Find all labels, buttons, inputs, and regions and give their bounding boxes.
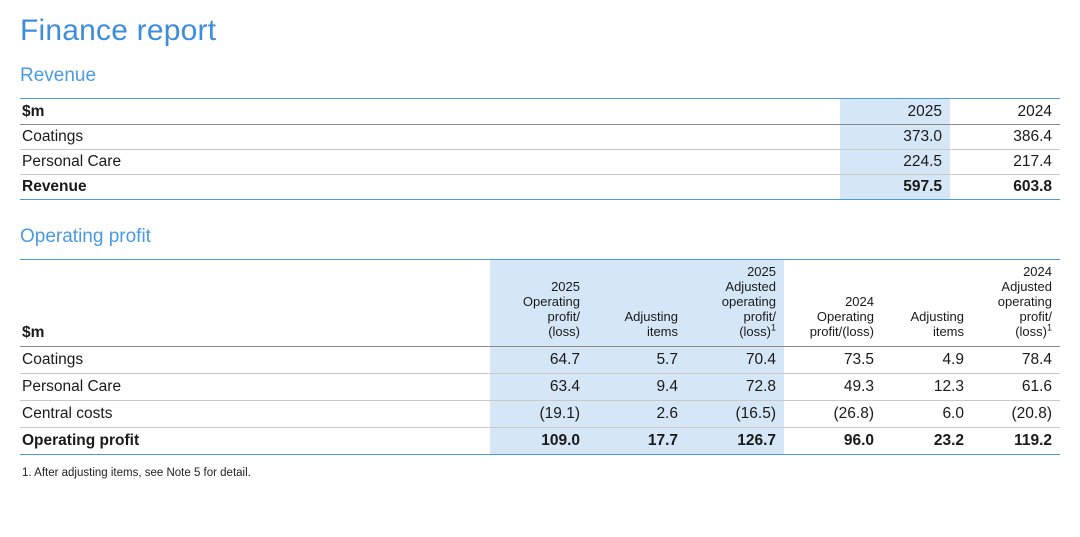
op-cell: 6.0 (882, 400, 972, 427)
operating-profit-total-row (20, 427, 1060, 454)
col-line: profit/ (1019, 308, 1052, 324)
op-cell: (16.5) (686, 400, 784, 427)
op-col-2024-operating-profit (784, 259, 882, 346)
op-cell: 78.4 (972, 346, 1060, 373)
op-total-cell: 109.0 (490, 427, 588, 454)
operating-profit-heading: Operating profit (20, 226, 151, 248)
op-row-label: Central costs (20, 400, 490, 427)
col-line: Operating (816, 308, 874, 324)
col-line: Adjusted (1001, 278, 1052, 294)
op-cell: 64.7 (490, 346, 588, 373)
op-cell: 49.3 (784, 373, 882, 400)
col-line: profit/ (743, 308, 776, 324)
revenue-total-cell: 597.5 (840, 175, 950, 200)
op-cell: 72.8 (686, 373, 784, 400)
op-total-cell: 23.2 (882, 427, 972, 454)
op-total-label: Operating profit (20, 427, 490, 454)
revenue-row-label: Personal Care (20, 150, 840, 175)
revenue-total-row (20, 175, 1060, 200)
operating-profit-section (20, 226, 1060, 478)
col-line: (loss) (1015, 323, 1047, 339)
revenue-col-2024: 2024 (950, 98, 1060, 124)
revenue-cell: 373.0 (840, 125, 950, 150)
op-row-label: Personal Care (20, 373, 490, 400)
col-line: (loss) (739, 323, 771, 339)
op-cell: (19.1) (490, 400, 588, 427)
op-total-cell: 126.7 (686, 427, 784, 454)
op-cell: 2.6 (588, 400, 686, 427)
revenue-col-2025: 2025 (840, 98, 950, 124)
col-line: Adjusting (624, 308, 678, 324)
op-col-2024-adjusted-operating-profit (972, 259, 1060, 346)
op-cell: 9.4 (588, 373, 686, 400)
op-cell: (20.8) (972, 400, 1060, 427)
col-line: profit/(loss) (809, 323, 874, 339)
op-row-label: Coatings (20, 346, 490, 373)
operating-profit-header-row (20, 259, 1060, 346)
col-line: 2024 (1023, 263, 1052, 279)
revenue-total-cell: 603.8 (950, 175, 1060, 200)
table-row (20, 400, 1060, 427)
col-line: operating (721, 293, 776, 309)
col-line: Adjusting (910, 308, 964, 324)
footnote-marker: 1 (770, 322, 776, 333)
col-line: Operating (522, 293, 580, 309)
op-total-cell: 96.0 (784, 427, 882, 454)
col-line: 2025 (551, 278, 580, 294)
op-cell: 70.4 (686, 346, 784, 373)
col-line: (loss) (548, 323, 580, 339)
op-cell: 5.7 (588, 346, 686, 373)
table-row (20, 373, 1060, 400)
footnote: 1. After adjusting items, see Note 5 for detail. (22, 466, 251, 479)
revenue-cell: 224.5 (840, 150, 950, 175)
op-cell: (26.8) (784, 400, 882, 427)
col-line: profit/ (547, 308, 580, 324)
revenue-header-row (20, 98, 1060, 124)
col-line: operating (997, 293, 1052, 309)
revenue-cell: 217.4 (950, 150, 1060, 175)
page-title: Finance report (20, 14, 217, 47)
operating-profit-unit-label: $m (20, 259, 490, 346)
revenue-cell: 386.4 (950, 125, 1060, 150)
op-cell: 73.5 (784, 346, 882, 373)
revenue-row-label: Coatings (20, 125, 840, 150)
op-col-2025-adjusting-items (588, 259, 686, 346)
op-col-2025-adjusted-operating-profit (686, 259, 784, 346)
revenue-table (20, 98, 1060, 200)
revenue-section (20, 65, 1060, 200)
revenue-heading: Revenue (20, 65, 97, 86)
op-total-cell: 17.7 (588, 427, 686, 454)
col-line: items (932, 323, 964, 339)
op-col-2025-operating-profit (490, 259, 588, 346)
op-total-cell: 119.2 (972, 427, 1060, 454)
revenue-total-label: Revenue (20, 175, 840, 200)
op-cell: 12.3 (882, 373, 972, 400)
table-row (20, 346, 1060, 373)
col-line: 2024 (845, 293, 874, 309)
table-row (20, 125, 1060, 150)
op-cell: 4.9 (882, 346, 972, 373)
operating-profit-table (20, 259, 1060, 455)
revenue-unit-label: $m (20, 98, 840, 124)
op-cell: 61.6 (972, 373, 1060, 400)
col-line: 2025 (747, 263, 776, 279)
op-col-2024-adjusting-items (882, 259, 972, 346)
table-row (20, 150, 1060, 175)
col-line: Adjusted (725, 278, 776, 294)
footnote-marker: 1 (1046, 322, 1052, 333)
col-line: items (646, 323, 678, 339)
op-cell: 63.4 (490, 373, 588, 400)
